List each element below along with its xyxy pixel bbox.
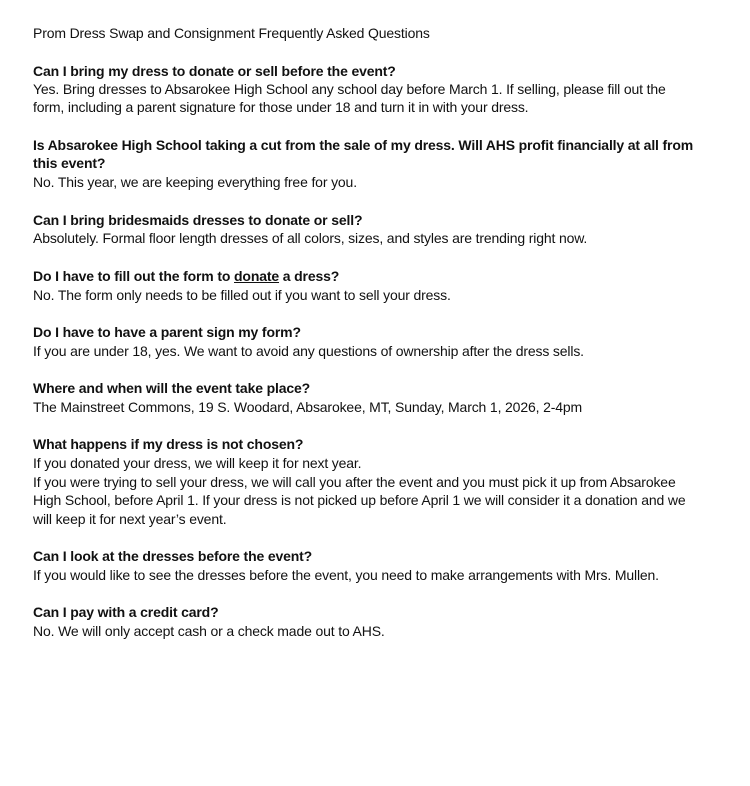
faq-answer: If you are under 18, yes. We want to avoid any questions of ownership after the dress sells. xyxy=(33,343,584,359)
faq-answer: Absolutely. Formal floor length dresses of all colors, sizes, and styles are trending right now. xyxy=(33,230,588,246)
faq-answer: form, including a parent signature for those under 18 and turn it in with your dress. xyxy=(33,99,529,115)
question-text: a dress? xyxy=(279,268,340,284)
faq-answer: If you were trying to sell your dress, we will call you after the event and you must pick it up from Absarokee xyxy=(33,474,676,490)
faq-answer: No. The form only needs to be filled out if you want to sell your dress. xyxy=(33,287,451,303)
faq-answer: No. This year, we are keeping everything free for you. xyxy=(33,174,357,190)
faq-question: Where and when will the event take place? xyxy=(33,380,311,396)
faq-answer: If you donated your dress, we will keep it for next year. xyxy=(33,455,362,471)
faq-question: this event? xyxy=(33,155,106,171)
faq-answer: If you would like to see the dresses before the event, you need to make arrangements with Mrs. Mullen. xyxy=(33,567,659,583)
question-text: Do I have to fill out the form to xyxy=(33,268,235,284)
faq-answer: Yes. Bring dresses to Absarokee High School any school day before March 1. If selling, please fill out the xyxy=(33,81,666,97)
faq-question: Can I pay with a credit card? xyxy=(33,604,219,620)
faq-question: Is Absarokee High School taking a cut from the sale of my dress. Will AHS profit financially at all from xyxy=(33,137,694,153)
faq-answer: No. We will only accept cash or a check made out to AHS. xyxy=(33,623,385,639)
faq-question xyxy=(33,267,339,285)
faq-question: Can I look at the dresses before the event? xyxy=(33,548,313,564)
faq-answer: High School, before April 1. If your dress is not picked up before April 1 we will consider it a donation and we xyxy=(33,492,686,508)
faq-question: What happens if my dress is not chosen? xyxy=(33,436,304,452)
faq-question: Can I bring bridesmaids dresses to donate or sell? xyxy=(33,212,363,228)
faq-question: Do I have to have a parent sign my form? xyxy=(33,324,301,340)
underlined-word: donate xyxy=(234,268,280,284)
faq-answer: will keep it for next year’s event. xyxy=(33,511,227,527)
faq-answer: The Mainstreet Commons, 19 S. Woodard, Absarokee, MT, Sunday, March 1, 2026, 2-4pm xyxy=(33,399,583,415)
document-title: Prom Dress Swap and Consignment Frequently Asked Questions xyxy=(33,25,430,41)
faq-question: Can I bring my dress to donate or sell before the event? xyxy=(33,63,396,79)
